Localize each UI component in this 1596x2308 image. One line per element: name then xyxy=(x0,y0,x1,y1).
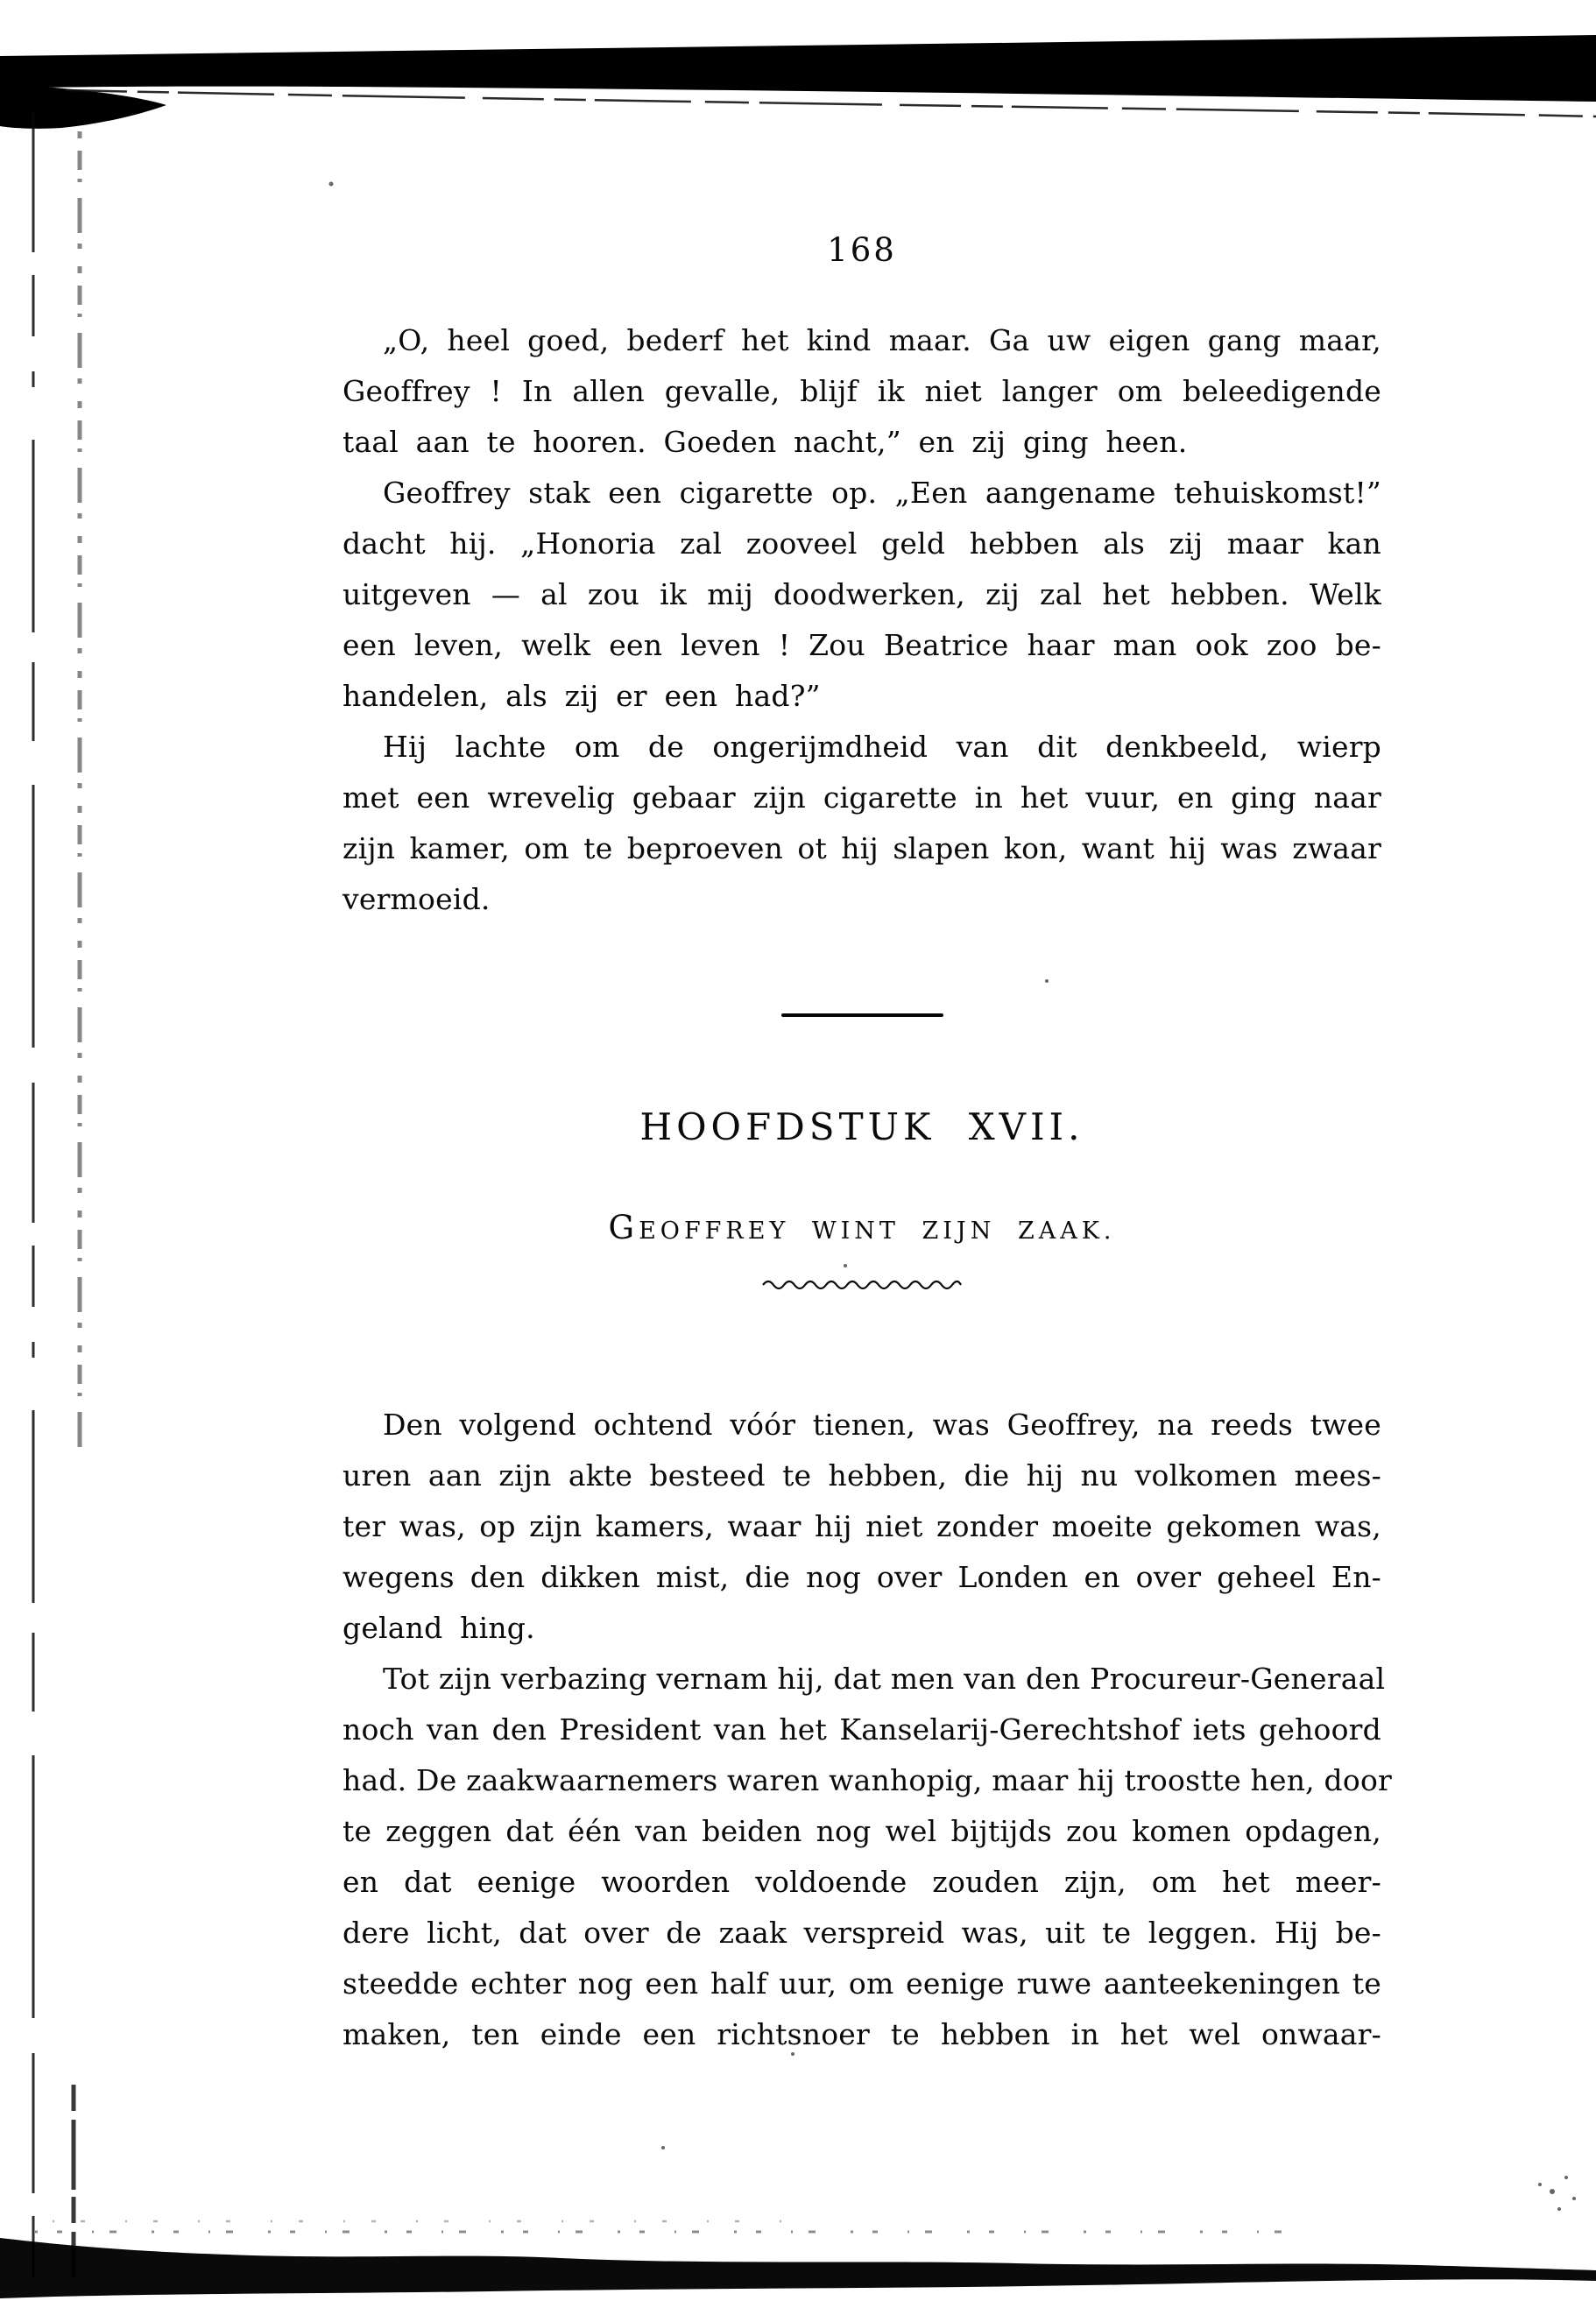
text-line: ter was, op zijn kamers, waar hij niet zonder moeite gekomen was, xyxy=(343,1509,1381,1543)
text-line: Geoffrey ! In allen gevalle, blijf ik niet langer om beleedigende xyxy=(343,374,1381,408)
text-line: „O, heel goed, bederf het kind maar. Ga uw eigen gang maar, xyxy=(383,323,1381,357)
text-line: vermoeid. xyxy=(343,882,491,916)
text-line: uitgeven — al zou ik mij doodwerken, zij zal het hebben. Welk xyxy=(343,577,1381,611)
section-divider xyxy=(343,1013,1381,1018)
scan-top-band xyxy=(0,35,1596,102)
paragraph xyxy=(343,315,1381,468)
text-line: Geoffrey stak een cigarette op. „Een aangename tehuiskomst!” xyxy=(383,476,1381,510)
text-line: geland hing. xyxy=(343,1611,535,1645)
text-line: Tot zijn verbazing vernam hij, dat men van den Procureur-Generaal xyxy=(383,1662,1386,1696)
divider-line xyxy=(781,1013,943,1017)
text-line: had. De zaakwaarnemers waren wanhopig, maar hij troostte hen, door xyxy=(343,1763,1392,1797)
text-line: noch van den President van het Kanselarij-Gerechtshof iets gehoord xyxy=(343,1712,1381,1747)
scan-top-left-blob xyxy=(0,84,166,129)
text-line: Hij lachte om de ongerijmdheid van dit denkbeeld, wierp xyxy=(383,730,1381,764)
text-line: en dat eenige woorden voldoende zouden zijn, om het meer- xyxy=(343,1865,1381,1899)
text-line: handelen, als zij er een had?” xyxy=(343,679,821,713)
text-line: uren aan zijn akte besteed te hebben, die hij nu volkomen mees- xyxy=(343,1458,1381,1493)
chapter-heading: HOOFDSTUK XVII. xyxy=(639,1105,1084,1148)
paragraph xyxy=(343,1400,1381,1654)
text-line: steedde echter nog een half uur, om eenige ruwe aanteekeningen te xyxy=(343,1966,1381,2001)
paragraph xyxy=(343,722,1381,925)
text-line: taal aan te hooren. Goeden nacht,” en zij ging heen. xyxy=(343,425,1188,459)
paragraph xyxy=(343,1654,1392,2060)
paragraph xyxy=(343,468,1381,722)
text-line: dere licht, dat over de zaak verspreid was, uit te leggen. Hij be- xyxy=(343,1916,1381,1950)
text-flow xyxy=(343,315,1392,2060)
squiggle-ornament xyxy=(343,1276,1381,1290)
text-line: zijn kamer, om te beproeven ot hij slapen kon, want hij was zwaar xyxy=(343,831,1381,865)
text-line: wegens den dikken mist, die nog over Londen en over geheel En- xyxy=(343,1560,1381,1594)
text-line: een leven, welk een leven ! Zou Beatrice haar man ook zoo be- xyxy=(343,628,1381,662)
text-line: maken, ten einde een richtsnoer te hebben in het wel onwaar- xyxy=(343,2017,1381,2051)
chapter-subtitle: GEOFFREY WINT ZIJN ZAAK. xyxy=(608,1209,1116,1246)
squiggle-wave-icon xyxy=(761,1276,963,1290)
scan-top-edge-line xyxy=(66,90,1596,116)
text-line: dacht hij. „Honoria zal zooveel geld hebben als zij maar kan xyxy=(343,526,1381,561)
page-number: 168 xyxy=(827,231,897,269)
text-line: met een wrevelig gebaar zijn cigarette in het vuur, en ging naar xyxy=(343,780,1381,815)
text-line: te zeggen dat één van beiden nog wel bijtijds zou komen opdagen, xyxy=(343,1814,1381,1848)
text-line: Den volgend ochtend vóór tienen, was Geoffrey, na reeds twee xyxy=(383,1408,1381,1442)
scan-bottom-band xyxy=(0,2238,1596,2298)
